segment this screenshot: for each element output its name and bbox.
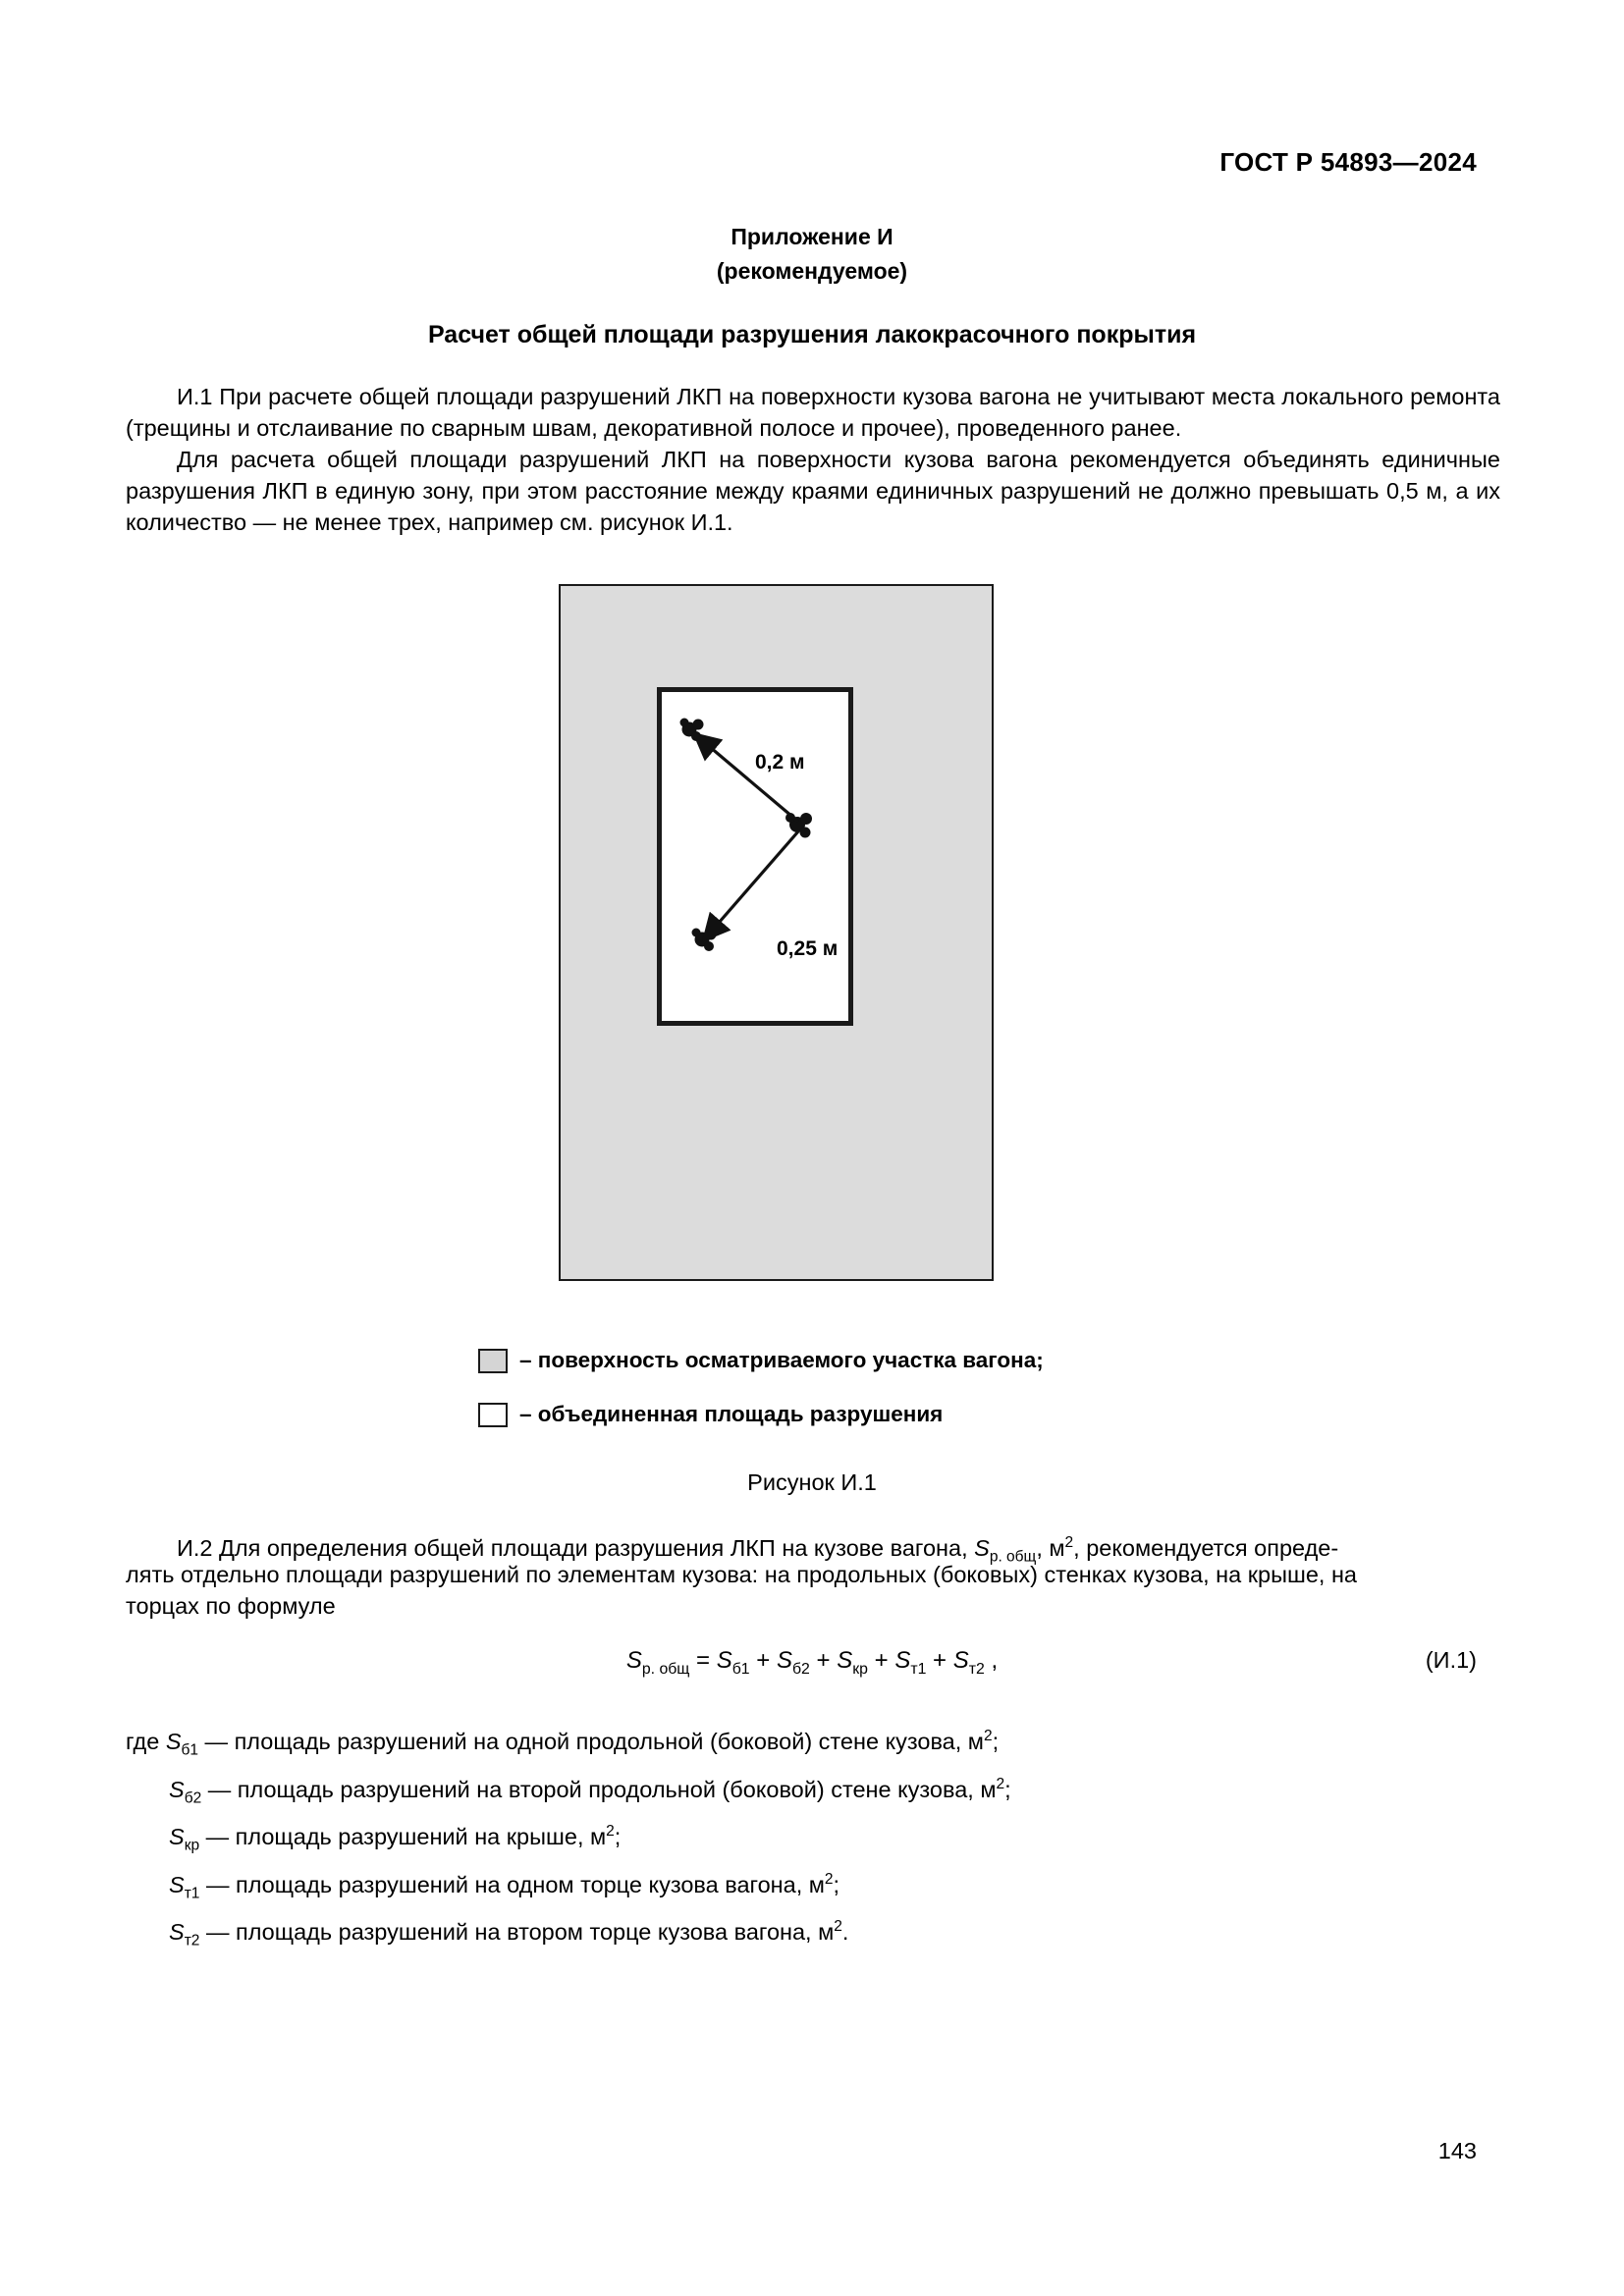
section-title: Расчет общей площади разрушения лакокрасочного покрытия xyxy=(427,321,1197,348)
formula-term-2-sub: б2 xyxy=(791,1660,810,1678)
formula-legend-item xyxy=(126,1863,1500,1911)
damage-spot-middle xyxy=(785,813,812,838)
legend-sup: 2 xyxy=(983,1728,993,1744)
formula-term-3: S xyxy=(837,1647,853,1674)
formula-term-3-sub: кр xyxy=(852,1660,868,1678)
formula-equals: = xyxy=(689,1647,717,1674)
paragraph-i2-line2: лять отдельно площади разрушений по элементам кузова: на продольных (боковых) стенках кузова, на крыше, на xyxy=(126,1562,1357,1587)
legend-symbol-sub: т2 xyxy=(184,1932,200,1949)
annex-title: Приложение И xyxy=(731,224,893,249)
legend-symbol: S xyxy=(165,1728,182,1754)
paragraph-i1-text: И.1 При расчете общей площади разрушений ЛКП на поверхности кузова вагона не учитывают места локального ремонта (трещины и отслаивание по сварным швам, декоративной полосе и прочее), проведенного ранее. xyxy=(126,384,1500,441)
paragraph-i2-line3: торцах по формуле xyxy=(126,1593,336,1619)
legend-label-surface: – поверхность осматриваемого участка вагона; xyxy=(519,1348,1044,1372)
figure-i1 xyxy=(559,584,994,1281)
arrow-0-2m xyxy=(697,736,798,822)
formula-term-5: S xyxy=(952,1647,969,1674)
legend-symbol: S xyxy=(169,1871,185,1897)
annex-subtitle: (рекомендуемое) xyxy=(716,258,908,284)
legend-item-zone xyxy=(478,1402,943,1427)
unit-square-sup-1: 2 xyxy=(1064,1534,1074,1551)
legend-symbol: S xyxy=(169,1823,185,1849)
paragraph-i1 xyxy=(126,381,1500,444)
formula-term-4-sub: т1 xyxy=(910,1660,927,1678)
legend-symbol-sub: б2 xyxy=(184,1789,202,1807)
formula-lhs-symbol: S xyxy=(625,1647,642,1674)
legend-end: ; xyxy=(833,1871,840,1897)
paragraph-i2-text-c: , рекомендуется опреде- xyxy=(1073,1534,1339,1561)
formula-term-4: S xyxy=(894,1647,911,1674)
standard-header: ГОСТ Р 54893—2024 xyxy=(1219,147,1477,177)
legend-end: ; xyxy=(1004,1776,1011,1802)
legend-sup: 2 xyxy=(834,1918,842,1936)
legend-sup: 2 xyxy=(606,1823,615,1841)
formula-term-5-sub: т2 xyxy=(968,1660,985,1678)
dimension-label-1: 0,2 м xyxy=(755,751,805,774)
legend-swatch-gray-icon xyxy=(478,1349,508,1373)
formula-term-1: S xyxy=(716,1647,732,1674)
paragraph-i2-text-a: И.2 Для определения общей площади разрушения ЛКП на кузове вагона, xyxy=(177,1534,975,1561)
figure-arrows-svg xyxy=(559,584,994,1281)
legend-text: — площадь разрушений на одной продольной (боковой) стене кузова, м xyxy=(198,1728,984,1754)
legend-item-surface xyxy=(478,1348,1044,1373)
legend-label-zone: – объединенная площадь разрушения xyxy=(519,1402,944,1426)
legend-text: — площадь разрушений на одном торце кузова вагона, м xyxy=(199,1871,825,1897)
paragraph-i1b-text: Для расчета общей площади разрушений ЛКП на поверхности кузова вагона рекомендуется объединять единичные разрушения ЛКП в единую зону, при этом расстояние между краями единичных разрушений не должно превышать 0,5 м, а их количество — не менее трех, например см. рисунок И.1. xyxy=(126,447,1500,535)
legend-symbol: S xyxy=(169,1776,185,1802)
legend-end: ; xyxy=(992,1728,1000,1754)
dimension-label-2: 0,25 м xyxy=(777,937,839,960)
where-prefix: где xyxy=(126,1728,166,1754)
formula-number: (И.1) xyxy=(1425,1647,1477,1673)
formula-tail: , xyxy=(984,1647,999,1674)
formula-term-1-sub: б1 xyxy=(731,1660,750,1678)
legend-text: — площадь разрушений на втором торце кузова вагона, м xyxy=(199,1918,835,1945)
paragraph-i2-text-b: , м xyxy=(1036,1534,1065,1561)
legend-symbol-sub: т1 xyxy=(184,1885,200,1902)
legend-swatch-white-icon xyxy=(478,1403,508,1427)
formula-legend-block xyxy=(126,1720,1500,1958)
arrow-0-25m xyxy=(706,831,798,937)
formula-i1: $S_{р. общ} = S_{б1} + S_{б2} + S_{кр} + S_{т1} + S_{т2}$ , xyxy=(625,1647,999,1678)
legend-sup: 2 xyxy=(996,1775,1005,1792)
formula-legend-item xyxy=(126,1768,1500,1816)
symbol-s-total: S xyxy=(974,1534,990,1561)
formula-term-2: S xyxy=(776,1647,792,1674)
formula-lhs-sub: р. общ xyxy=(641,1660,690,1678)
legend-end: ; xyxy=(614,1823,622,1849)
legend-end: . xyxy=(841,1918,849,1945)
formula-legend-item xyxy=(126,1815,1500,1863)
figure-caption: Рисунок И.1 xyxy=(747,1469,877,1495)
legend-symbol-sub: б1 xyxy=(181,1741,199,1759)
legend-text: — площадь разрушений на крыше, м xyxy=(199,1823,607,1849)
legend-symbol-sub: кр xyxy=(184,1837,200,1854)
legend-sup: 2 xyxy=(824,1870,834,1888)
page-number: 143 xyxy=(1437,2138,1477,2163)
symbol-s-total-sub: р. общ xyxy=(989,1548,1037,1566)
legend-symbol: S xyxy=(169,1918,185,1945)
formula-legend-item xyxy=(126,1910,1500,1958)
formula-legend-item xyxy=(126,1720,1500,1768)
legend-text: — площадь разрушений на второй продольной (боковой) стене кузова, м xyxy=(201,1776,997,1802)
paragraph-i1b xyxy=(126,444,1500,538)
